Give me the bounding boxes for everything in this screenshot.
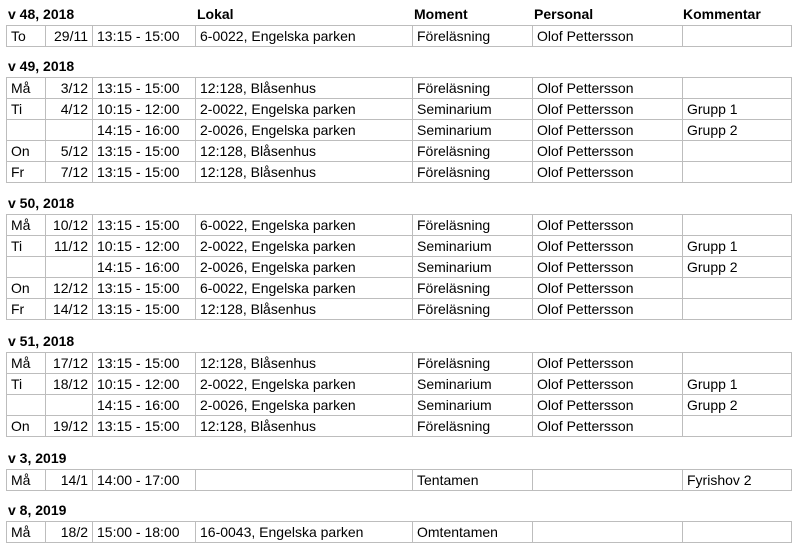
cell-personal (533, 470, 683, 491)
table-row (7, 236, 792, 257)
cell-day (7, 120, 46, 141)
cell-kommentar (683, 522, 792, 543)
cell-time: 15:00 - 18:00 (93, 522, 196, 543)
cell-moment: Seminarium (413, 395, 533, 416)
cell-day: Må (7, 78, 46, 99)
cell-lokal: 6-0022, Engelska parken (196, 26, 413, 47)
cell-time: 10:15 - 12:00 (93, 99, 196, 120)
table-row (7, 353, 792, 374)
cell-date: 5/12 (46, 141, 93, 162)
week-table (6, 25, 792, 47)
cell-lokal: 12:128, Blåsenhus (196, 299, 413, 320)
cell-moment: Föreläsning (413, 299, 533, 320)
cell-time: 13:15 - 15:00 (93, 78, 196, 99)
cell-personal: Olof Pettersson (533, 299, 683, 320)
cell-kommentar (683, 141, 792, 162)
cell-time: 13:15 - 15:00 (93, 162, 196, 183)
cell-moment: Föreläsning (413, 162, 533, 183)
cell-day: Ti (7, 374, 46, 395)
cell-kommentar (683, 162, 792, 183)
cell-date: 12/12 (46, 278, 93, 299)
cell-time: 13:15 - 15:00 (93, 278, 196, 299)
cell-day: On (7, 278, 46, 299)
cell-time: 13:15 - 15:00 (93, 215, 196, 236)
cell-lokal: 6-0022, Engelska parken (196, 215, 413, 236)
cell-moment: Föreläsning (413, 215, 533, 236)
cell-day (7, 257, 46, 278)
cell-kommentar (683, 215, 792, 236)
cell-kommentar (683, 299, 792, 320)
cell-time: 10:15 - 12:00 (93, 374, 196, 395)
cell-personal: Olof Pettersson (533, 374, 683, 395)
header-moment: Moment (414, 6, 468, 22)
cell-moment: Föreläsning (413, 353, 533, 374)
week-heading: v 51, 2018 (8, 333, 75, 349)
cell-lokal: 12:128, Blåsenhus (196, 141, 413, 162)
cell-date: 29/11 (46, 26, 93, 47)
cell-day: On (7, 141, 46, 162)
cell-moment: Omtentamen (413, 522, 533, 543)
cell-lokal: 12:128, Blåsenhus (196, 353, 413, 374)
cell-moment: Seminarium (413, 99, 533, 120)
cell-kommentar (683, 26, 792, 47)
cell-time: 13:15 - 15:00 (93, 416, 196, 437)
cell-kommentar: Grupp 1 (683, 99, 792, 120)
cell-lokal: 2-0022, Engelska parken (196, 99, 413, 120)
cell-day: Må (7, 522, 46, 543)
header-lokal: Lokal (197, 6, 234, 22)
table-row (7, 99, 792, 120)
cell-personal: Olof Pettersson (533, 141, 683, 162)
cell-day: Ti (7, 236, 46, 257)
cell-lokal: 12:128, Blåsenhus (196, 416, 413, 437)
cell-kommentar: Grupp 1 (683, 374, 792, 395)
cell-time: 13:15 - 15:00 (93, 141, 196, 162)
table-row (7, 257, 792, 278)
table-row (7, 78, 792, 99)
cell-lokal: 16-0043, Engelska parken (196, 522, 413, 543)
cell-lokal: 2-0026, Engelska parken (196, 257, 413, 278)
table-row (7, 470, 792, 491)
cell-day: Må (7, 215, 46, 236)
cell-time: 14:15 - 16:00 (93, 120, 196, 141)
cell-moment: Föreläsning (413, 416, 533, 437)
week-heading: v 50, 2018 (8, 195, 75, 211)
cell-personal: Olof Pettersson (533, 99, 683, 120)
cell-lokal: 6-0022, Engelska parken (196, 278, 413, 299)
table-row (7, 395, 792, 416)
cell-time: 13:15 - 15:00 (93, 299, 196, 320)
cell-lokal: 2-0026, Engelska parken (196, 120, 413, 141)
cell-moment: Seminarium (413, 374, 533, 395)
cell-moment: Föreläsning (413, 26, 533, 47)
cell-moment: Föreläsning (413, 78, 533, 99)
cell-kommentar: Grupp 2 (683, 120, 792, 141)
cell-time: 14:00 - 17:00 (93, 470, 196, 491)
cell-personal: Olof Pettersson (533, 120, 683, 141)
week-heading: v 3, 2019 (8, 450, 67, 466)
cell-day (7, 395, 46, 416)
cell-personal: Olof Pettersson (533, 395, 683, 416)
cell-date: 18/12 (46, 374, 93, 395)
cell-day: Fr (7, 299, 46, 320)
cell-lokal: 2-0022, Engelska parken (196, 374, 413, 395)
cell-kommentar: Grupp 1 (683, 236, 792, 257)
cell-personal: Olof Pettersson (533, 278, 683, 299)
cell-personal: Olof Pettersson (533, 257, 683, 278)
cell-date: 17/12 (46, 353, 93, 374)
week-table (6, 214, 792, 320)
cell-moment: Tentamen (413, 470, 533, 491)
cell-kommentar: Fyrishov 2 (683, 470, 792, 491)
table-row (7, 215, 792, 236)
cell-date: 4/12 (46, 99, 93, 120)
cell-date: 14/12 (46, 299, 93, 320)
week-heading: v 48, 2018 (8, 6, 75, 22)
cell-date: 3/12 (46, 78, 93, 99)
table-row (7, 120, 792, 141)
cell-day: Må (7, 353, 46, 374)
cell-date: 7/12 (46, 162, 93, 183)
cell-personal: Olof Pettersson (533, 215, 683, 236)
header-kommentar: Kommentar (683, 6, 761, 22)
cell-kommentar: Grupp 2 (683, 395, 792, 416)
cell-moment: Seminarium (413, 120, 533, 141)
cell-lokal: 12:128, Blåsenhus (196, 78, 413, 99)
week-table (6, 77, 792, 183)
cell-time: 13:15 - 15:00 (93, 353, 196, 374)
cell-lokal (196, 470, 413, 491)
cell-moment: Föreläsning (413, 141, 533, 162)
cell-personal: Olof Pettersson (533, 353, 683, 374)
cell-time: 13:15 - 15:00 (93, 26, 196, 47)
cell-lokal: 12:128, Blåsenhus (196, 162, 413, 183)
cell-date (46, 257, 93, 278)
cell-day: Ti (7, 99, 46, 120)
cell-moment: Seminarium (413, 236, 533, 257)
table-row (7, 162, 792, 183)
week-table (6, 521, 792, 543)
table-row (7, 374, 792, 395)
cell-date (46, 395, 93, 416)
cell-time: 14:15 - 16:00 (93, 257, 196, 278)
cell-lokal: 2-0022, Engelska parken (196, 236, 413, 257)
cell-day: Fr (7, 162, 46, 183)
cell-date: 19/12 (46, 416, 93, 437)
cell-kommentar (683, 78, 792, 99)
cell-day: On (7, 416, 46, 437)
cell-date: 10/12 (46, 215, 93, 236)
cell-day: To (7, 26, 46, 47)
table-row (7, 141, 792, 162)
cell-date (46, 120, 93, 141)
cell-personal: Olof Pettersson (533, 26, 683, 47)
table-row (7, 26, 792, 47)
cell-lokal: 2-0026, Engelska parken (196, 395, 413, 416)
cell-time: 14:15 - 16:00 (93, 395, 196, 416)
cell-personal: Olof Pettersson (533, 236, 683, 257)
week-table (6, 469, 792, 491)
cell-kommentar (683, 278, 792, 299)
cell-moment: Föreläsning (413, 278, 533, 299)
cell-date: 11/12 (46, 236, 93, 257)
cell-kommentar: Grupp 2 (683, 257, 792, 278)
cell-kommentar (683, 353, 792, 374)
cell-time: 10:15 - 12:00 (93, 236, 196, 257)
week-heading: v 8, 2019 (8, 502, 67, 518)
week-heading: v 49, 2018 (8, 58, 75, 74)
cell-moment: Seminarium (413, 257, 533, 278)
table-row (7, 278, 792, 299)
cell-day: Må (7, 470, 46, 491)
cell-personal: Olof Pettersson (533, 416, 683, 437)
cell-personal (533, 522, 683, 543)
table-row (7, 416, 792, 437)
week-table (6, 352, 792, 437)
cell-personal: Olof Pettersson (533, 162, 683, 183)
header-personal: Personal (534, 6, 594, 22)
table-row (7, 299, 792, 320)
cell-date: 18/2 (46, 522, 93, 543)
cell-date: 14/1 (46, 470, 93, 491)
cell-personal: Olof Pettersson (533, 78, 683, 99)
cell-kommentar (683, 416, 792, 437)
table-row (7, 522, 792, 543)
